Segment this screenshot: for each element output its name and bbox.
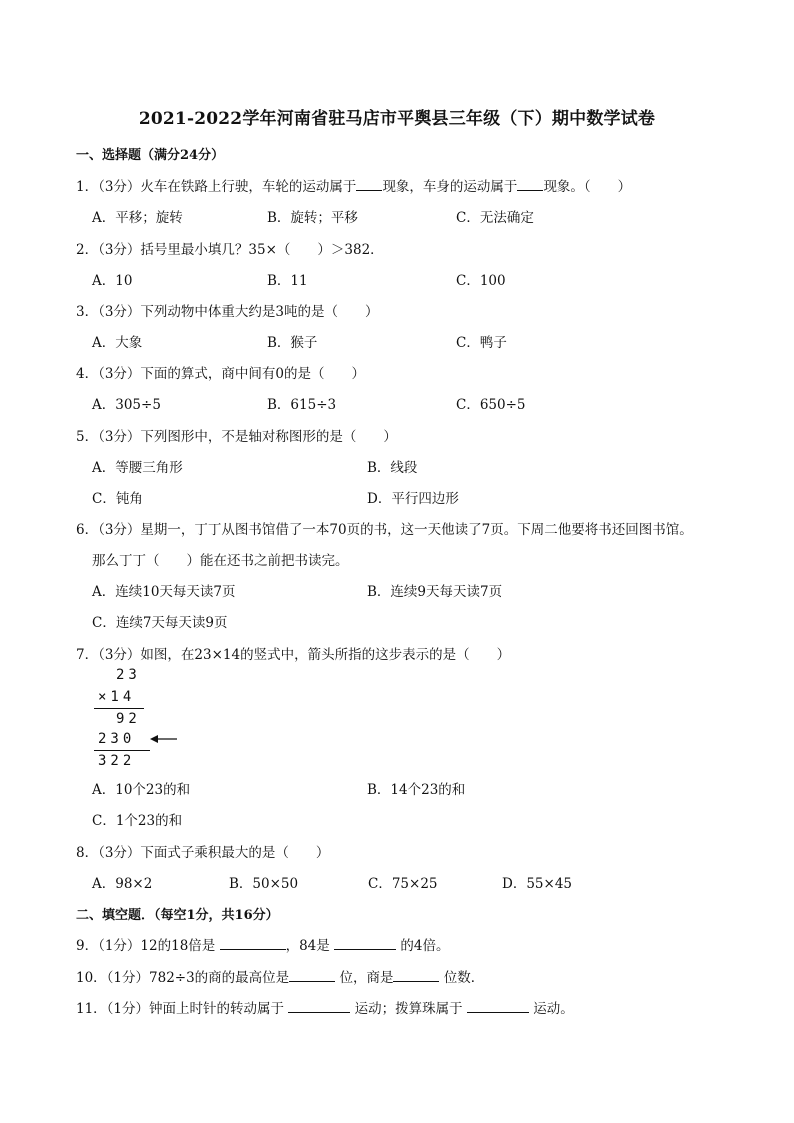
arrow-left-icon — [150, 733, 178, 745]
section-heading-fill: 二、填空题．（每空1分，共16分） — [76, 908, 279, 923]
question-5-option-d: D．平行四边形 — [367, 491, 459, 507]
question-3-stem: 3．（3分）下列动物中体重大约是3吨的是（ ） — [76, 304, 379, 320]
question-6-stem-line2: 那么丁丁（ ）能在还书之前把书读完。 — [92, 553, 349, 569]
blank — [288, 998, 350, 1013]
question-5-option-a: A．等腰三角形 — [92, 460, 183, 476]
question-1-stem-a: 1．（3分）火车在铁路上行驶，车轮的运动属于 — [76, 179, 357, 195]
question-10 — [76, 966, 484, 986]
blank — [393, 967, 439, 982]
blank — [289, 967, 335, 982]
question-8-stem: 8．（3分）下面式子乘积最大的是（ ） — [76, 845, 330, 861]
question-11-text-b: 运动；拨算珠属于 — [354, 1001, 463, 1017]
question-9-text-b: ，84是 — [285, 938, 330, 954]
question-1 — [76, 175, 631, 195]
question-8-option-a: A．98×2 — [92, 876, 153, 892]
question-2-option-a: A．10 — [92, 273, 133, 289]
question-7-option-b: B．14个23的和 — [367, 782, 466, 798]
question-3-option-b: B．猴子 — [267, 335, 318, 351]
question-2-option-b: B．11 — [267, 273, 308, 289]
question-5-option-c: C．钝角 — [92, 491, 143, 507]
question-5-stem: 5．（3分）下列图形中，不是轴对称图形的是（ ） — [76, 429, 397, 445]
question-8-option-b: B．50×50 — [229, 876, 299, 892]
question-5-option-b: B．线段 — [367, 460, 418, 476]
question-4-option-b: B．615÷3 — [267, 397, 337, 413]
question-7-option-c: C．1个23的和 — [92, 813, 183, 829]
blank — [334, 935, 396, 950]
question-4-option-a: A．305÷5 — [92, 397, 161, 413]
question-2-stem: 2．（3分）括号里最小填几？35×（ ）＞382． — [76, 242, 384, 258]
blank — [356, 176, 382, 191]
blank — [220, 935, 286, 950]
question-8-option-d: D．55×45 — [502, 876, 572, 892]
question-1-stem-b: 现象，车身的运动属于 — [382, 179, 518, 195]
page-title: 2021-2022学年河南省驻马店市平舆县三年级（下）期中数学试卷 — [138, 109, 656, 129]
question-1-option-a: A．平移；旋转 — [92, 210, 183, 226]
question-1-option-b: B．旋转；平移 — [267, 210, 358, 226]
calc-rule — [94, 708, 144, 709]
calc-line-product: 322 — [98, 753, 136, 769]
question-11-text-c: 运动。 — [533, 1001, 574, 1017]
question-7-option-a: A．10个23的和 — [92, 782, 191, 798]
question-3-option-a: A．大象 — [92, 335, 143, 351]
calc-line-multiplicand: 23 — [116, 667, 141, 683]
question-9-text-a: 9．（1分）12的18倍是 — [76, 938, 216, 954]
question-11-text-a: 11．（1分）钟面上时针的转动属于 — [76, 1001, 285, 1017]
section-heading-choice: 一、选择题（满分24分） — [76, 148, 225, 163]
blank — [467, 998, 529, 1013]
question-6-option-c: C．连续7天每天读9页 — [92, 615, 228, 631]
question-4-stem: 4．（3分）下面的算式，商中间有0的是（ ） — [76, 366, 366, 382]
question-9-text-c: 的4倍。 — [400, 938, 450, 954]
calc-line-multiplier: ×14 — [98, 689, 136, 705]
calc-line-partial-2: 230 — [98, 731, 136, 747]
calc-line-partial-1: 92 — [116, 711, 141, 727]
question-4-option-c: C．650÷5 — [456, 397, 526, 413]
question-1-stem-c: 现象。（ ） — [543, 179, 632, 195]
question-10-text-b: 位，商是 — [339, 970, 394, 986]
question-1-option-c: C．无法确定 — [456, 210, 534, 226]
calc-rule — [94, 750, 150, 751]
question-10-text-a: 10．（1分）782÷3的商的最高位是 — [76, 970, 290, 986]
question-7-stem: 7．（3分）如图，在23×14的竖式中，箭头所指的这步表示的是（ ） — [76, 647, 511, 663]
question-3-option-c: C．鸭子 — [456, 335, 507, 351]
vertical-multiplication — [92, 665, 212, 777]
blank — [517, 176, 543, 191]
question-8-option-c: C．75×25 — [368, 876, 438, 892]
question-6-option-b: B．连续9天每天读7页 — [367, 584, 503, 600]
question-2-option-c: C．100 — [456, 273, 506, 289]
question-6-option-a: A．连续10天每天读7页 — [92, 584, 236, 600]
question-10-text-c: 位数． — [443, 970, 485, 986]
question-9 — [76, 934, 449, 954]
question-11 — [76, 997, 574, 1017]
question-6-stem-line1: 6．（3分）星期一，丁丁从图书馆借了一本70页的书，这一天他读了7页。下周二他要将书还回图书馆。 — [76, 522, 693, 538]
